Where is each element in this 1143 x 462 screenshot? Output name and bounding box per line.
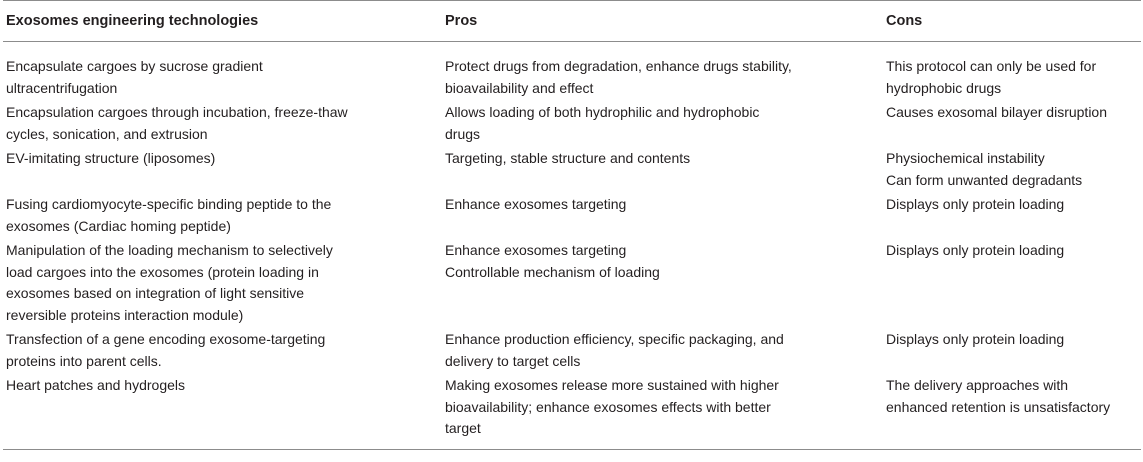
cell-text-line: Enhance exosomes targeting: [445, 196, 627, 212]
cell-text-line: cycles, sonication, and extrusion: [6, 125, 208, 142]
table-body: [3, 42, 1141, 450]
cell-text-line: Encapsulation cargoes through incubation, freeze-thaw: [6, 104, 348, 120]
table-row: [3, 329, 1141, 375]
cell-cons: [884, 42, 1141, 103]
header-cons: Cons: [884, 1, 1141, 42]
table-row: [3, 375, 1141, 449]
cell-text-line: enhanced retention is unsatisfactory: [886, 398, 1111, 415]
cell-text-line: hydrophobic drugs: [886, 79, 1002, 96]
header-pros: Pros: [443, 1, 884, 42]
cell-cons: [884, 329, 1141, 375]
table-row: [3, 42, 1141, 103]
cell-cons: [884, 148, 1141, 194]
cell-text-line: Displays only protein loading: [886, 196, 1065, 212]
cell-technology: [3, 102, 443, 148]
cell-text-line: Transfection of a gene encoding exosome-targeting: [6, 331, 326, 347]
cell-technology: [3, 42, 443, 103]
cell-text-line: Causes exosomal bilayer disruption: [886, 104, 1107, 120]
cell-text-line: Targeting, stable structure and contents: [445, 150, 691, 166]
cell-text-line: bioavailability; enhance exosomes effects with better: [445, 398, 771, 415]
cell-text-line: drugs: [445, 125, 481, 142]
cell-text-line: exosomes based on integration of light sensitive: [6, 285, 305, 301]
cell-text-line: The delivery approaches with: [886, 377, 1069, 393]
cell-technology: [3, 148, 443, 194]
cell-text-line: Encapsulate cargoes by sucrose gradient: [6, 58, 263, 74]
cell-text-line: Displays only protein loading: [886, 242, 1065, 258]
cell-pros: [443, 42, 884, 103]
cell-text-line: Physiochemical instability: [886, 150, 1045, 166]
table-row: [3, 148, 1141, 194]
cell-cons: [884, 240, 1141, 329]
cell-text-line: target: [445, 420, 481, 436]
cell-text-line: load cargoes into the exosomes (protein loading in: [6, 263, 319, 280]
cell-text-line: Protect drugs from degradation, enhance drugs stability,: [445, 58, 792, 74]
cell-text-line: reversible proteins interaction module): [6, 306, 244, 323]
cell-text-line: Making exosomes release more sustained with higher: [445, 377, 779, 393]
cell-text-line: ultracentrifugation: [6, 79, 118, 96]
cell-text-line: Heart patches and hydrogels: [6, 377, 185, 393]
cell-text-line: proteins into parent cells.: [6, 352, 162, 369]
cell-cons: [884, 194, 1141, 240]
cell-text-line: Enhance production efficiency, specific packaging, and: [445, 331, 784, 347]
cell-text-line: Controllable mechanism of loading: [445, 263, 660, 280]
cell-text-line: bioavailability and effect: [445, 79, 594, 96]
cell-text-line: delivery to target cells: [445, 352, 581, 369]
cell-text-line: exosomes (Cardiac homing peptide): [6, 217, 231, 234]
cell-cons: [884, 375, 1141, 449]
cell-technology: [3, 240, 443, 329]
cell-pros: [443, 102, 884, 148]
engineering-technologies-table: [3, 0, 1141, 450]
cell-text-line: Allows loading of both hydrophilic and hydrophobic: [445, 104, 760, 120]
cell-text-line: This protocol can only be used for: [886, 58, 1097, 74]
cell-pros: [443, 329, 884, 375]
cell-technology: [3, 194, 443, 240]
cell-text-line: Fusing cardiomyocyte-specific binding peptide to the: [6, 196, 332, 212]
header-row: [3, 1, 1141, 42]
cell-technology: [3, 329, 443, 375]
cell-text-line: Manipulation of the loading mechanism to selectively: [6, 242, 333, 258]
table-header: [3, 1, 1141, 42]
cell-text-line: Can form unwanted degradants: [886, 171, 1083, 188]
cell-pros: [443, 148, 884, 194]
cell-pros: [443, 240, 884, 329]
table-row: [3, 240, 1141, 329]
cell-technology: [3, 375, 443, 449]
cell-cons: [884, 102, 1141, 148]
table-row: [3, 102, 1141, 148]
cell-pros: [443, 194, 884, 240]
cell-text-line: Enhance exosomes targeting: [445, 242, 627, 258]
table-row: [3, 194, 1141, 240]
cell-text-line: EV-imitating structure (liposomes): [6, 150, 216, 166]
header-technologies: Exosomes engineering technologies: [3, 1, 443, 42]
cell-pros: [443, 375, 884, 449]
cell-text-line: Displays only protein loading: [886, 331, 1065, 347]
